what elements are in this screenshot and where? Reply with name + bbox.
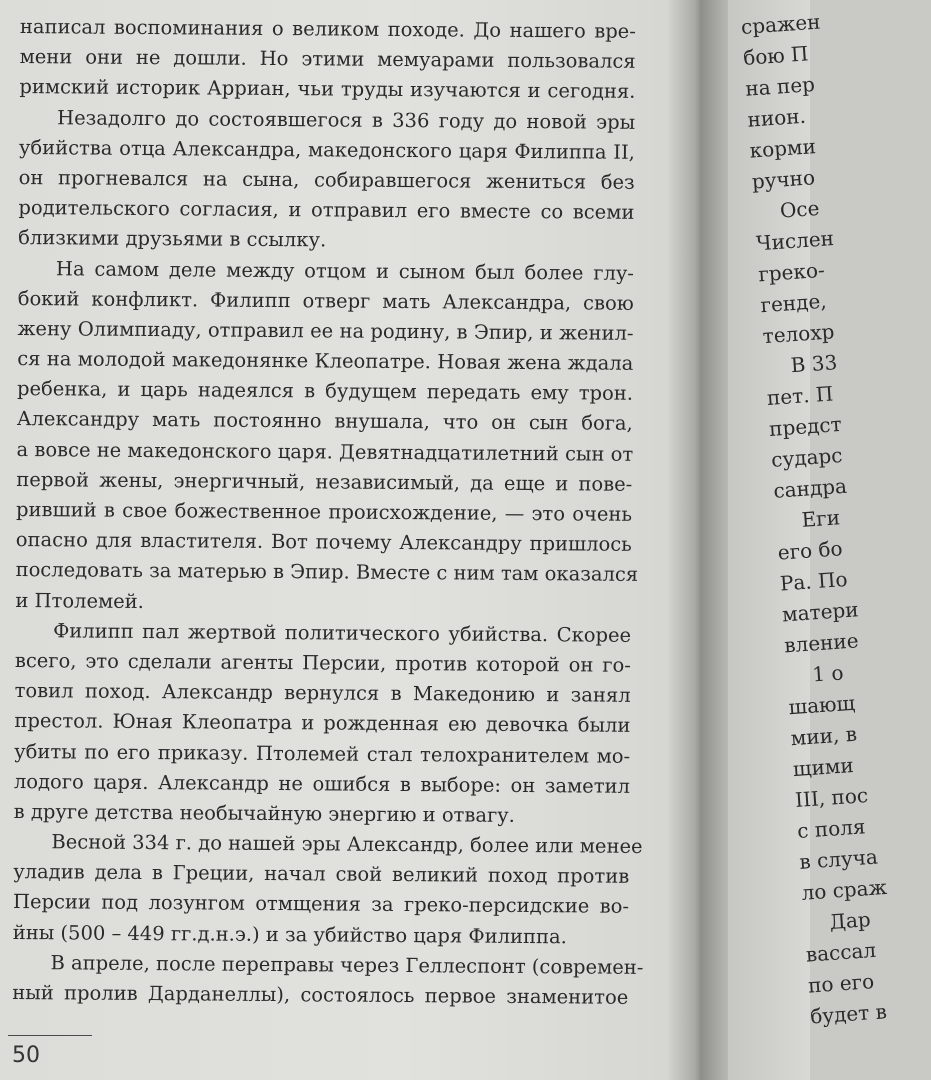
text-line: жену Олимпиаду, отправил ее на родину, в Эпир, и женил- [17,316,634,345]
text-line: ся на молодой македонянке Клеопатре. Новая жена ждала [17,347,634,375]
text-line: опасно для властителя. Вот почему Александру пришлось [15,528,632,557]
text-line: с поля [796,814,867,843]
text-line: Весной 334 г. до нашей эры Александр, более или менее [51,830,643,858]
text-line: убийства отца Александра, македонского царя Филиппа II, [18,135,636,164]
right-page [728,0,888,1080]
text-line: и Птолемей. [15,588,145,613]
text-line: его бо [776,536,844,565]
text-line: В 33 [789,350,839,378]
text-line: вление [783,628,860,658]
text-line: нион. [746,103,807,132]
text-line: уладив дела в Греции, начал свой великий поход против [13,860,630,889]
text-line: всего, это сделали агенты Персии, против которой он го- [14,648,631,677]
text-line: он прогневался на сына, собиравшегося жениться без [18,165,635,194]
text-line: сударс [770,442,844,472]
text-line: бою П [742,41,810,70]
text-line: предст [768,411,843,441]
text-line: по его [807,969,875,998]
text-line: На самом деле между отцом и сыном был более глу- [55,256,635,285]
text-line: сражен [740,9,822,39]
text-line: Филипп пал жертвой политического убийства. Скорее [53,619,632,647]
text-line: В апреле, после переправы через Геллеспонт (современ- [50,951,644,979]
text-line: телохр [761,319,836,349]
text-line: а вовсе не македонского царя. Девятнадцатилетний сын от [16,437,634,466]
footer-rule [8,1035,92,1036]
text-line: будет в [809,999,888,1029]
text-line: ручно [751,165,816,194]
text-line: в случа [798,844,879,874]
text-line: написал воспоминания о великом походе. До нашего вре- [19,14,636,43]
text-line: сандра [772,473,848,503]
text-line: Дар [828,907,872,934]
text-line: товил поход. Александр вернулся в Македонию и занял [14,679,631,707]
text-line: на пер [744,71,816,101]
right-page-text [740,4,931,1033]
text-line: вассал [805,937,877,967]
text-line: Александру мать постоянно внушала, что он сын бога, [16,407,633,436]
left-page-text [12,12,644,1013]
text-line: лодого царя. Александр не ошибся в выборе: он заметил [13,769,631,798]
text-line: последовать за матерью в Эпир. Вместе с ним там оказался [15,558,639,587]
text-line: Персии под лозунгом отмщения за греко-персидские во- [12,890,630,919]
text-line: Еги [800,505,841,532]
text-line: ло сраж [800,874,888,905]
text-line: Числен [755,226,835,256]
text-line: ривший в свое божественное происхождение, — это очень [16,497,633,526]
text-line: родительского согласия, и отправил его вместе со всеми [18,196,635,224]
text-line: 1 о [811,660,845,687]
text-line: III, пос [794,783,869,813]
text-line: пет. П [766,381,835,411]
text-line: бокий конфликт. Филипп отверг мать Александра, свою [17,286,634,315]
text-line: ребенка, и царь надеялся в будущем передать ему трон. [16,377,634,406]
text-line: матери [781,597,860,627]
text-line: Ра. По [779,566,849,596]
text-line: ный пролив Дарданеллы), состоялось первое знаменитое [12,980,629,1009]
text-line: римский историк Арриан, чьи труды изучаются и сегодня. [19,75,636,104]
text-line: Незадолго до состоявшегося в 336 году до новой эры [57,105,636,134]
text-line: мени они не дошли. Но этими мемуарами пользовался [19,45,636,74]
page-number: 50 [12,1043,40,1068]
text-line: близкими друзьями в ссылку. [18,226,327,252]
text-line: мии, в [789,721,858,751]
text-line: убиты по его приказу. Птолемей стал телохранителем мо- [14,739,631,768]
text-line: щими [792,752,855,782]
text-line: первой жены, энергичный, независимый, да еще и пове- [16,467,633,496]
text-line: в друге детства необычайную энергию и отвагу. [13,799,515,827]
text-line: корми [748,134,817,163]
text-line: йны (500 – 449 гг.д.н.э.) и за убийство царя Филиппа. [12,920,567,948]
text-line: Осе [779,195,821,223]
text-line: шающ [787,690,856,720]
text-line: генде, [759,288,828,318]
book-gutter [668,0,728,1080]
text-line: греко- [757,257,826,287]
text-line: престол. Юная Клеопатра и рожденная ею девочка были [14,709,631,738]
